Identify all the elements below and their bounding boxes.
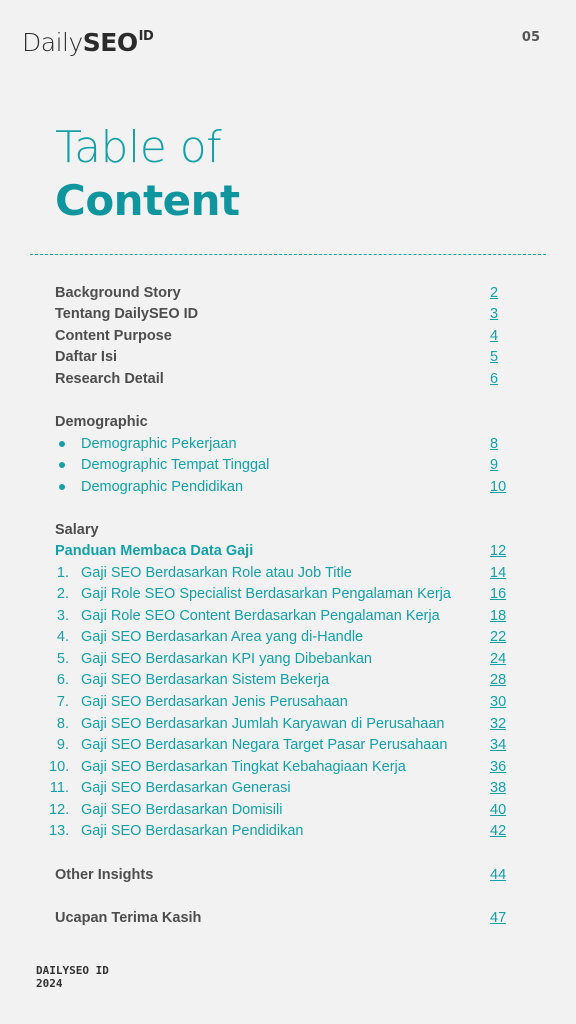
toc-label: Gaji SEO Berdasarkan Role atau Job Title (81, 565, 352, 581)
footer (36, 964, 109, 990)
toc-label: Gaji Role SEO Specialist Berdasarkan Pengalaman Kerja (81, 586, 451, 602)
bullet-icon (59, 462, 65, 468)
item-number: 13. (49, 823, 70, 839)
toc-page-link[interactable]: 8 (490, 436, 499, 452)
toc-page-link[interactable]: 16 (490, 586, 507, 602)
toc-item-salary-1[interactable] (55, 563, 506, 583)
toc-page-link[interactable]: 34 (490, 737, 507, 753)
toc-page-link[interactable]: 9 (490, 457, 499, 473)
toc-label: Gaji SEO Berdasarkan Area yang di-Handle (81, 629, 364, 645)
page-title-line2: Content (55, 176, 240, 225)
toc-item-daftar-isi[interactable] (55, 347, 506, 367)
toc-label: Gaji SEO Berdasarkan Domisili (81, 802, 283, 818)
toc-page-link[interactable]: 10 (490, 479, 507, 495)
page-number: 05 (521, 30, 540, 45)
item-number: 9. (56, 737, 69, 753)
bullet-icon (59, 441, 65, 447)
toc-item-demographic-tempat[interactable] (55, 455, 506, 475)
toc-item-demographic-pekerjaan[interactable] (55, 434, 506, 454)
toc-page-link[interactable]: 18 (490, 608, 507, 624)
item-number: 3. (56, 608, 69, 624)
toc-item-background-story[interactable] (55, 283, 506, 303)
toc-label: Gaji SEO Berdasarkan Pendidikan (81, 823, 304, 839)
toc-page-link[interactable]: 40 (490, 802, 507, 818)
toc-page-link[interactable]: 14 (490, 565, 507, 581)
toc-page-link[interactable]: 24 (490, 651, 507, 667)
toc-label: Gaji SEO Berdasarkan Negara Target Pasar Perusahaan (81, 737, 448, 753)
toc-page-link[interactable]: 30 (490, 694, 507, 710)
toc-label: Gaji SEO Berdasarkan Tingkat Kebahagiaan Kerja (81, 759, 406, 775)
footer-brand: DAILYSEO ID (36, 964, 109, 977)
toc-label: Gaji Role SEO Content Berdasarkan Pengalaman Kerja (81, 608, 440, 624)
toc-label: Content Purpose (55, 328, 172, 344)
toc-item-salary-4[interactable] (55, 627, 506, 647)
toc-item-salary-10[interactable] (49, 757, 507, 777)
toc-item-salary-7[interactable] (55, 692, 506, 712)
toc-item-salary-12[interactable] (49, 800, 507, 820)
toc-item-research-detail[interactable] (55, 369, 506, 389)
toc-label: Ucapan Terima Kasih (55, 910, 202, 926)
logo-sup: ID (138, 28, 154, 44)
toc-item-salary-8[interactable] (55, 714, 506, 734)
toc-page-link[interactable]: 38 (490, 780, 507, 796)
item-number: 4. (56, 629, 69, 645)
toc-label: Demographic Pendidikan (81, 479, 244, 495)
toc-label: Panduan Membaca Data Gaji (55, 543, 254, 559)
toc-item-salary-6[interactable] (55, 670, 506, 690)
item-number: 5. (56, 651, 69, 667)
toc-label: Gaji SEO Berdasarkan Generasi (81, 780, 291, 796)
footer-year: 2024 (36, 977, 63, 990)
toc-label: Tentang DailySEO ID (55, 306, 199, 322)
section-heading-salary (55, 520, 506, 540)
item-number: 1. (56, 565, 69, 581)
toc-label: Demographic Pekerjaan (81, 436, 237, 452)
toc-label: Gaji SEO Berdasarkan KPI yang Dibebankan (81, 651, 372, 667)
toc-page-link[interactable]: 2 (490, 285, 499, 301)
bullet-icon (59, 484, 65, 490)
toc-page-link[interactable]: 28 (490, 672, 507, 688)
toc-item-salary-5[interactable] (55, 649, 506, 669)
toc-item-salary-11[interactable] (49, 778, 507, 798)
toc-label: Daftar Isi (55, 349, 118, 365)
dashed-divider (30, 254, 546, 255)
toc-label: Gaji SEO Berdasarkan Jenis Perusahaan (81, 694, 348, 710)
toc-item-salary-2[interactable] (55, 584, 506, 604)
item-number: 7. (56, 694, 69, 710)
toc-page-link[interactable]: 47 (490, 910, 507, 926)
section-heading: Demographic (55, 414, 148, 430)
toc-item-salary-9[interactable] (55, 735, 506, 755)
toc-page-link[interactable]: 12 (490, 543, 507, 559)
toc-label: Gaji SEO Berdasarkan Sistem Bekerja (81, 672, 330, 688)
item-number: 6. (56, 672, 69, 688)
item-number: 11. (49, 780, 69, 796)
toc-page-link[interactable]: 42 (490, 823, 507, 839)
toc-item-other-insights[interactable] (55, 865, 506, 885)
item-number: 10. (49, 759, 70, 775)
toc-label: Gaji SEO Berdasarkan Jumlah Karyawan di Perusahaan (81, 716, 445, 732)
logo-light: Daily (22, 28, 83, 57)
toc-label: Background Story (55, 285, 181, 301)
toc-label: Demographic Tempat Tinggal (81, 457, 270, 473)
toc-page-link[interactable]: 36 (490, 759, 507, 775)
toc-item-panduan[interactable] (55, 541, 506, 561)
logo-bold: SEO (82, 28, 138, 57)
page-title-line1: Table of (55, 122, 222, 173)
item-number: 12. (49, 802, 70, 818)
toc-item-salary-3[interactable] (55, 606, 506, 626)
toc-label: Other Insights (55, 867, 154, 883)
toc-page-link[interactable]: 4 (490, 328, 499, 344)
toc-item-demographic-pendidikan[interactable] (55, 477, 506, 497)
section-heading: Salary (55, 522, 99, 538)
toc-page-link[interactable]: 22 (490, 629, 507, 645)
toc-page-link[interactable]: 3 (490, 306, 499, 322)
item-number: 2. (56, 586, 69, 602)
toc-item-thanks[interactable] (55, 908, 506, 928)
toc-label: Research Detail (55, 371, 164, 387)
toc-page-link[interactable]: 32 (490, 716, 507, 732)
item-number: 8. (56, 716, 69, 732)
toc-item-salary-13[interactable] (49, 821, 507, 841)
brand-logo (22, 28, 153, 57)
toc-page-link[interactable]: 5 (490, 349, 499, 365)
toc-item-tentang[interactable] (55, 304, 506, 324)
toc-page-link[interactable]: 44 (490, 867, 507, 883)
toc-item-content-purpose[interactable] (55, 326, 506, 346)
toc-page-link[interactable]: 6 (490, 371, 499, 387)
section-heading-demographic (55, 412, 506, 432)
